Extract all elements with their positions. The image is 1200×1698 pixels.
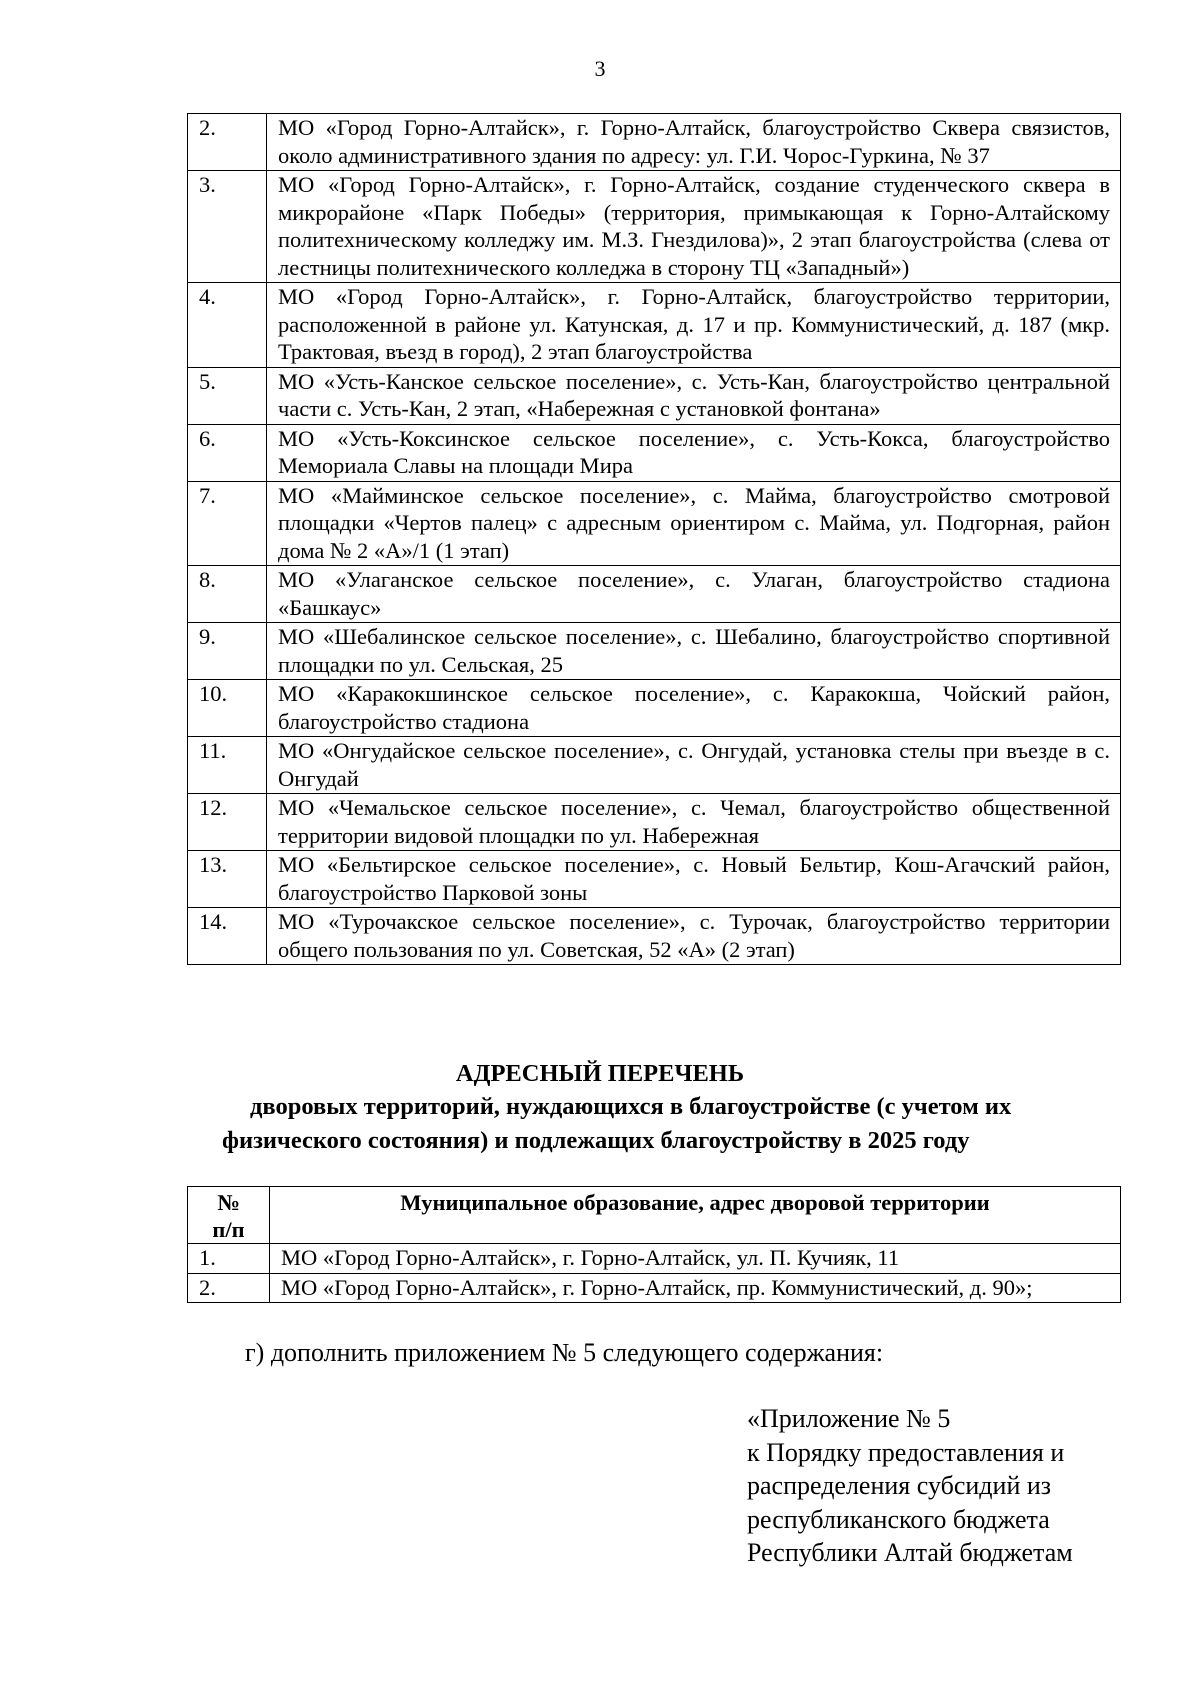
projects-table-body [188, 114, 1121, 965]
table-row [188, 171, 1121, 283]
yard-territories-table [187, 1186, 1121, 1303]
row-number: 5. [188, 367, 267, 424]
row-number: 7. [188, 481, 267, 566]
table-row [188, 367, 1121, 424]
table-row [188, 908, 1121, 965]
row-number: 6. [188, 424, 267, 481]
table-row [188, 1273, 1121, 1303]
header-address: Муниципальное образование, адрес дворовой территории [270, 1187, 1121, 1244]
row-number: 8. [188, 566, 267, 623]
table-row [188, 851, 1121, 908]
amendment-clause: г) дополнить приложением № 5 следующего содержания: [245, 1338, 884, 1367]
appendix-line: к Порядку предоставления и [747, 1437, 1065, 1467]
table-row [188, 114, 1121, 171]
row-text: МО «Шебалинское сельское поселение», с. Шебалино, благоустройство спортивной площадки по ул. Сельская, 25 [267, 623, 1121, 680]
table-row [188, 794, 1121, 851]
row-number: 13. [188, 851, 267, 908]
header-number-line1: № [217, 1190, 240, 1215]
table-row [188, 283, 1121, 368]
row-text: МО «Бельтирское сельское поселение», с. Новый Бельтир, Кош-Агачский район, благоустройство Парковой зоны [267, 851, 1121, 908]
row-number: 10. [188, 680, 267, 737]
row-text: МО «Улаганское сельское поселение», с. Улаган, благоустройство стадиона «Башкаус» [267, 566, 1121, 623]
header-number [188, 1187, 270, 1244]
row-text: МО «Усть-Канское сельское поселение», с. Усть-Кан, благоустройство центральной части с. Усть-Кан, 2 этап, «Набережная с установкой фонтана» [267, 367, 1121, 424]
list-subtitle-line2: физического состояния) и подлежащих благоустройству в 2025 году [222, 1127, 970, 1154]
table-row [188, 680, 1121, 737]
row-text: МО «Онгудайское сельское поселение», с. Онгудай, установка стелы при въезде в с. Онгудай [267, 737, 1121, 794]
row-text: МО «Чемальское сельское поселение», с. Чемал, благоустройство общественной территории видовой площадки по ул. Набережная [267, 794, 1121, 851]
table-row [188, 424, 1121, 481]
table-header-row [188, 1187, 1121, 1244]
row-number: 3. [188, 171, 267, 283]
yard-territories-table-body [188, 1244, 1121, 1303]
appendix-line: «Приложение № 5 [747, 1404, 951, 1433]
row-text: МО «Майминское сельское поселение», с. Майма, благоустройство смотровой площадки «Чертов палец» с адресным ориентиром с. Майма, ул. Подгорная, район дома № 2 «А»/1 (1 этап) [267, 481, 1121, 566]
list-subtitle-line1: дворовых территорий, нуждающихся в благоустройстве (с учетом их [250, 1093, 1012, 1120]
row-text: МО «Каракокшинское сельское поселение», с. Каракокша, Чойский район, благоустройство стадиона [267, 680, 1121, 737]
appendix-line: Республики Алтай бюджетам [747, 1538, 1073, 1567]
row-number: 9. [188, 623, 267, 680]
row-text: МО «Турочакское сельское поселение», с. Турочак, благоустройство территории общего пользования по ул. Советская, 52 «А» (2 этап) [267, 908, 1121, 965]
row-number: 1. [188, 1244, 270, 1274]
row-text: МО «Город Горно-Алтайск», г. Горно-Алтайск, благоустройство территории, расположенной в районе ул. Катунская, д. 17 и пр. Коммунистический, д. 187 (мкр. Трактовая, въезд в город), 2 этап благоустройства [267, 283, 1121, 368]
row-text: МО «Город Горно-Алтайск», г. Горно-Алтайск, создание студенческого сквера в микрорайоне «Парк Победы» (территория, примыкающая к Горно-Алтайскому политехническому колледжу им. М.З. Гнездилова)», 2 этап благоустройства (слева от лестницы политехнического колледжа в сторону ТЦ «Западный») [267, 171, 1121, 283]
row-number: 4. [188, 283, 267, 368]
row-text: МО «Город Горно-Алтайск», г. Горно-Алтайск, пр. Коммунистический, д. 90»; [270, 1273, 1121, 1303]
row-number: 14. [188, 908, 267, 965]
row-text: МО «Город Горно-Алтайск», г. Горно-Алтайск, ул. П. Кучияк, 11 [270, 1244, 1121, 1274]
list-title: АДРЕСНЫЙ ПЕРЕЧЕНЬ [455, 1060, 745, 1087]
appendix-reference [747, 1402, 1073, 1570]
header-number-line2: п/п [212, 1217, 245, 1242]
table-row [188, 1244, 1121, 1274]
projects-table [187, 113, 1121, 965]
row-text: МО «Усть-Коксинское сельское поселение», с. Усть-Кокса, благоустройство Мемориала Славы на площади Мира [267, 424, 1121, 481]
row-number: 2. [188, 1273, 270, 1303]
row-number: 11. [188, 737, 267, 794]
row-text: МО «Город Горно-Алтайск», г. Горно-Алтайск, благоустройство Сквера связистов, около административного здания по адресу: ул. Г.И. Чорос-Гуркина, № 37 [267, 114, 1121, 171]
row-number: 2. [188, 114, 267, 171]
page-number: 3 [594, 56, 606, 81]
table-row [188, 481, 1121, 566]
appendix-line: распределения субсидий из [747, 1471, 1052, 1500]
row-number: 12. [188, 794, 267, 851]
appendix-line: республиканского бюджета [747, 1504, 1050, 1534]
table-row [188, 623, 1121, 680]
table-row [188, 566, 1121, 623]
table-row [188, 737, 1121, 794]
